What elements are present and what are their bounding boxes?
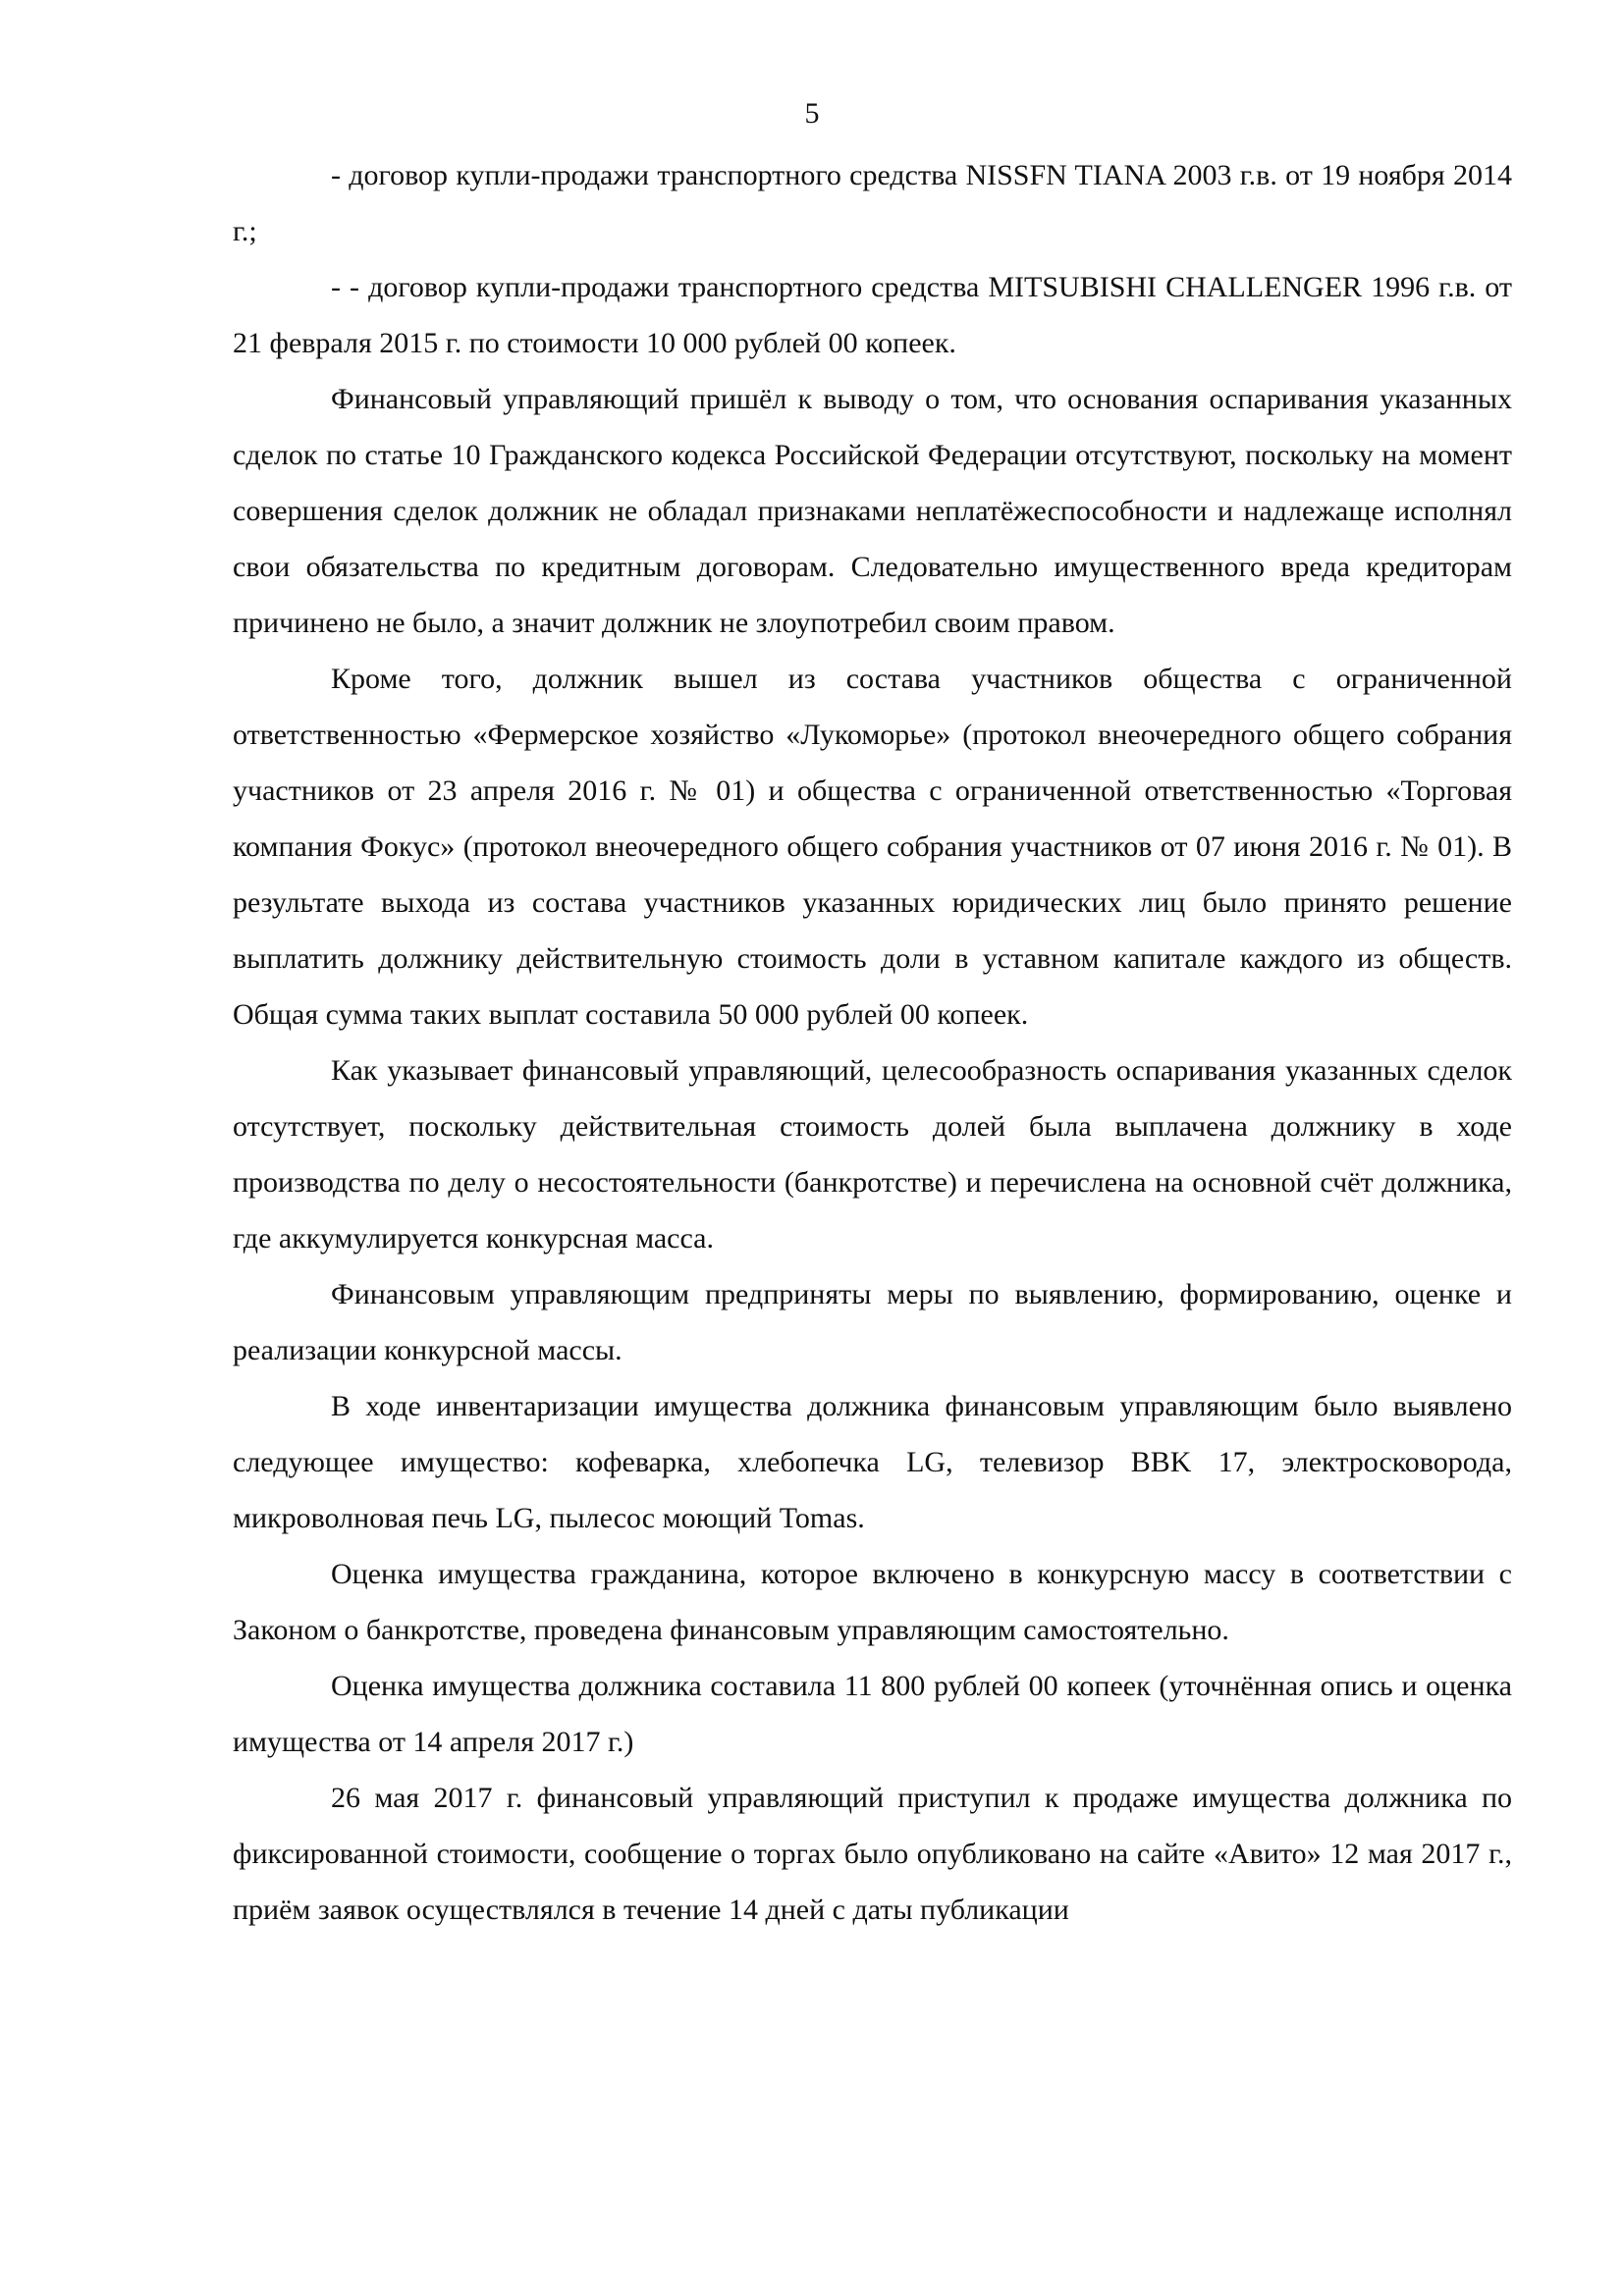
page-number: 5: [804, 97, 820, 130]
paragraph-valuation-performed: Оценка имущества гражданина, которое включено в конкурсную массу в соответствии с Законом о банкротстве, проведена финансовым управляющим самостоятельно.: [233, 1558, 1512, 1646]
paragraph-no-grounds-challenge: Финансовый управляющий пришёл к выводу о том, что основания оспаривания указанных сделок по статье 10 Гражданского кодекса Российской Федерации отсутствуют, поскольку на момент совершения сделок должник не обладал признаками неплатёжеспособности и надлежаще исполнял свои обязательства по кредитным договорам. Следовательно имущественного вреда кредиторам причинено не было, а значит должник не злоупотребил своим правом.: [233, 383, 1512, 639]
paragraph-sale-started: 26 мая 2017 г. финансовый управляющий приступил к продаже имущества должника по фиксированной стоимости, сообщение о торгах было опубликовано на сайте «Авито» 12 мая 2017 г., приём заявок осуществлялся в течение 14 дней с даты публикации: [233, 1782, 1512, 1926]
paragraph-valuation-amount: Оценка имущества должника составила 11 800 рублей 00 копеек (уточнённая опись и оценка имущества от 14 апреля 2017 г.): [233, 1670, 1512, 1758]
paragraph-challenge-inexpedient: Как указывает финансовый управляющий, целесообразность оспаривания указанных сделок отсутствует, поскольку действительная стоимость долей была выплачена должнику в ходе производства по делу о несостоятельности (банкротстве) и перечислена на основной счёт должника, где аккумулируется конкурсная масса.: [233, 1054, 1512, 1255]
paragraph-contract-nissan: - договор купли-продажи транспортного средства NISSFN TIANA 2003 г.в. от 19 ноября 2014 г.;: [233, 159, 1512, 247]
document-body: [233, 147, 1512, 1938]
paragraph-contract-mitsubishi: - - договор купли-продажи транспортного средства MITSUBISHI CHALLENGER 1996 г.в. от 21 февраля 2015 г. по стоимости 10 000 рублей 00 копеек.: [233, 271, 1512, 359]
paragraph-withdrawal-from-companies: Кроме того, должник вышел из состава участников общества с ограниченной ответственностью «Фермерское хозяйство «Лукоморье» (протокол внеочередного общего собрания участников от 23 апреля 2016 г. № 01) и общества с ограниченной ответственностью «Торговая компания Фокус» (протокол внеочередного общего собрания участников от 07 июня 2016 г. № 01). В результате выхода из состава участников указанных юридических лиц было принято решение выплатить должнику действительную стоимость доли в уставном капитале каждого из обществ. Общая сумма таких выплат составила 50 000 рублей 00 копеек.: [233, 663, 1512, 1031]
paragraph-inventory: В ходе инвентаризации имущества должника финансовым управляющим было выявлено следующее имущество: кофеварка, хлебопечка LG, телевизор BBK 17, электросковорода, микроволновая печь LG, пылесос моющий Tomas.: [233, 1390, 1512, 1534]
paragraph-measures-taken: Финансовым управляющим предприняты меры по выявлению, формированию, оценке и реализации конкурсной массы.: [233, 1278, 1512, 1366]
